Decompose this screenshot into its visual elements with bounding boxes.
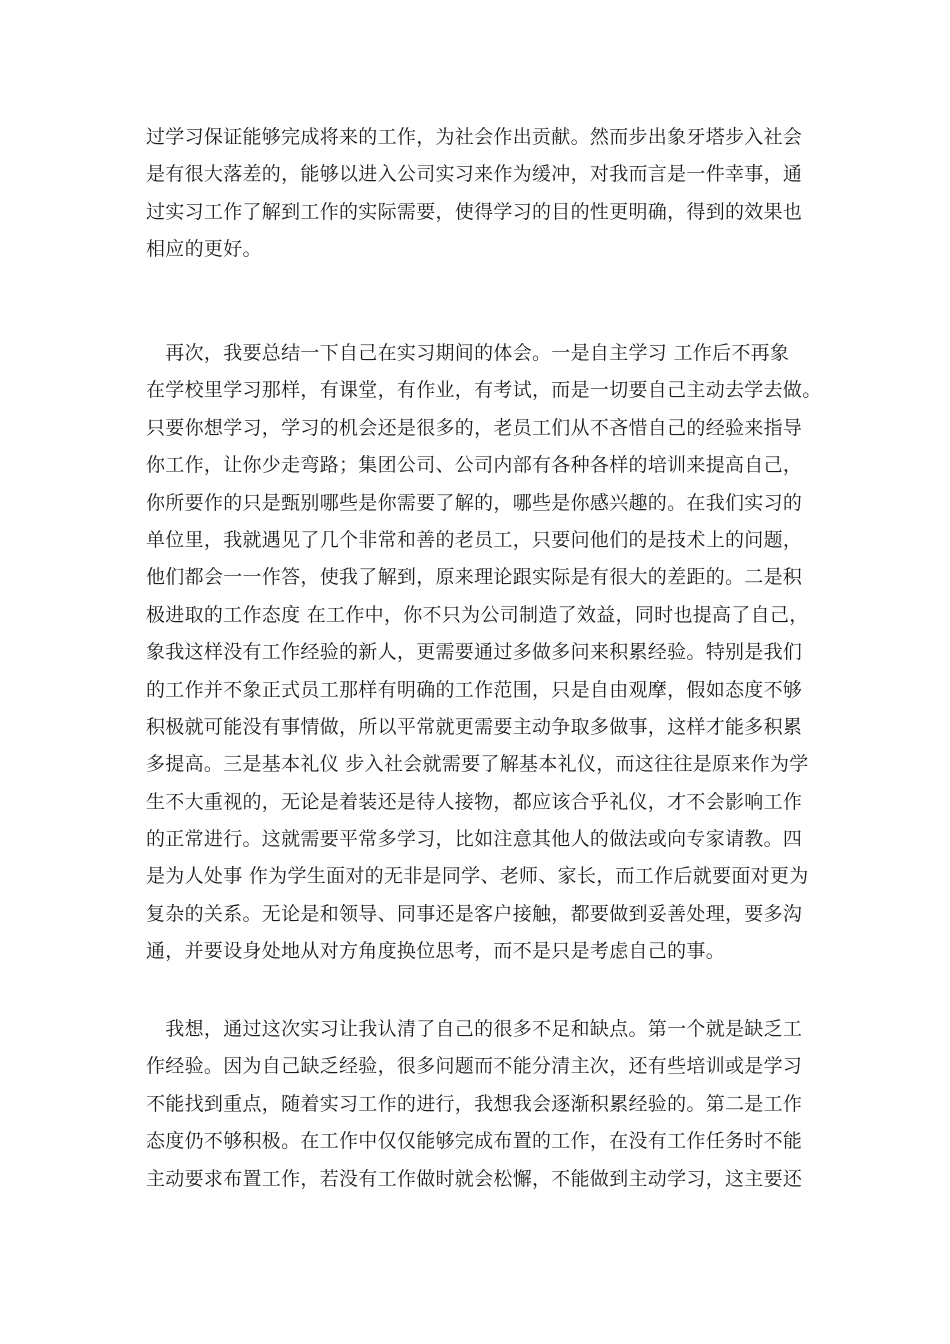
text-line: 生不大重视的，无论是着装还是待人接物，都应该合乎礼仪，才不会影响工作 [146,790,803,813]
text-line: 你工作，让你少走弯路；集团公司、公司内部有各种各样的培训来提高自己， [146,454,803,477]
text-line: 作经验。因为自己缺乏经验，很多问题而不能分清主次，还有些培训或是学习 [146,1055,803,1078]
text-line: 单位里，我就遇见了几个非常和善的老员工，只要问他们的是技术上的问题， [146,528,803,551]
text-line: 你所要作的只是甄别哪些是你需要了解的，哪些是你感兴趣的。在我们实习的 [146,491,803,514]
text-line: 主动要求布置工作，若没有工作做时就会松懈，不能做到主动学习，这主要还 [146,1167,803,1190]
text-line: 是有很大落差的，能够以进入公司实习来作为缓冲，对我而言是一件幸事，通 [146,163,803,186]
text-line: 极进取的工作态度 在工作中，你不只为公司制造了效益，同时也提高了自己， [146,603,809,626]
text-line: 只要你想学习，学习的机会还是很多的，老员工们从不吝惜自己的经验来指导 [146,416,803,439]
text-line: 的工作并不象正式员工那样有明确的工作范围，只是自由观摩，假如态度不够 [146,678,803,701]
paragraph-2 [146,335,822,971]
text-line: 象我这样没有工作经验的新人，更需要通过多做多问来积累经验。特别是我们 [146,641,803,664]
text-line: 不能找到重点，随着实习工作的进行，我想我会逐渐积累经验的。第二是工作 [146,1092,803,1115]
text-line: 复杂的关系。无论是和领导、同事还是客户接触，都要做到妥善处理，要多沟 [146,902,803,925]
paragraph-3 [146,1011,816,1198]
text-line: 过实习工作了解到工作的实际需要，使得学习的目的性更明确，得到的效果也 [146,200,803,223]
text-line: 我想，通过这次实习让我认清了自己的很多不足和缺点。第一个就是缺乏工 [146,1018,803,1040]
text-line: 通，并要设身处地从对方角度换位思考，而不是只是考虑自己的事。 [146,940,726,963]
text-line: 积极就可能没有事情做，所以平常就更需要主动争取多做事，这样才能多积累 [146,715,803,738]
text-line: 他们都会一一作答，使我了解到，原来理论跟实际是有很大的差距的。二是积 [146,566,803,589]
text-line: 多提高。三是基本礼仪 步入社会就需要了解基本礼仪，而这往往是原来作为学 [146,753,809,776]
text-line: 在学校里学习那样，有课堂，有作业，有考试，而是一切要自己主动去学去做。 [146,379,822,402]
text-line: 态度仍不够积极。在工作中仅仅能够完成布置的工作，在没有工作任务时不能 [146,1130,803,1153]
paragraph-1 [146,119,816,269]
text-line: 过学习保证能够完成将来的工作，为社会作出贡献。然而步出象牙塔步入社会 [146,126,803,148]
text-line: 的正常进行。这就需要平常多学习，比如注意其他人的做法或向专家请教。四 [146,828,803,851]
text-line: 再次，我要总结一下自己在实习期间的体会。一是自主学习 工作后不再象 [146,342,790,364]
text-line: 相应的更好。 [146,238,262,261]
text-line: 是为人处事 作为学生面对的无非是同学、老师、家长，而工作后就要面对更为 [146,865,809,888]
